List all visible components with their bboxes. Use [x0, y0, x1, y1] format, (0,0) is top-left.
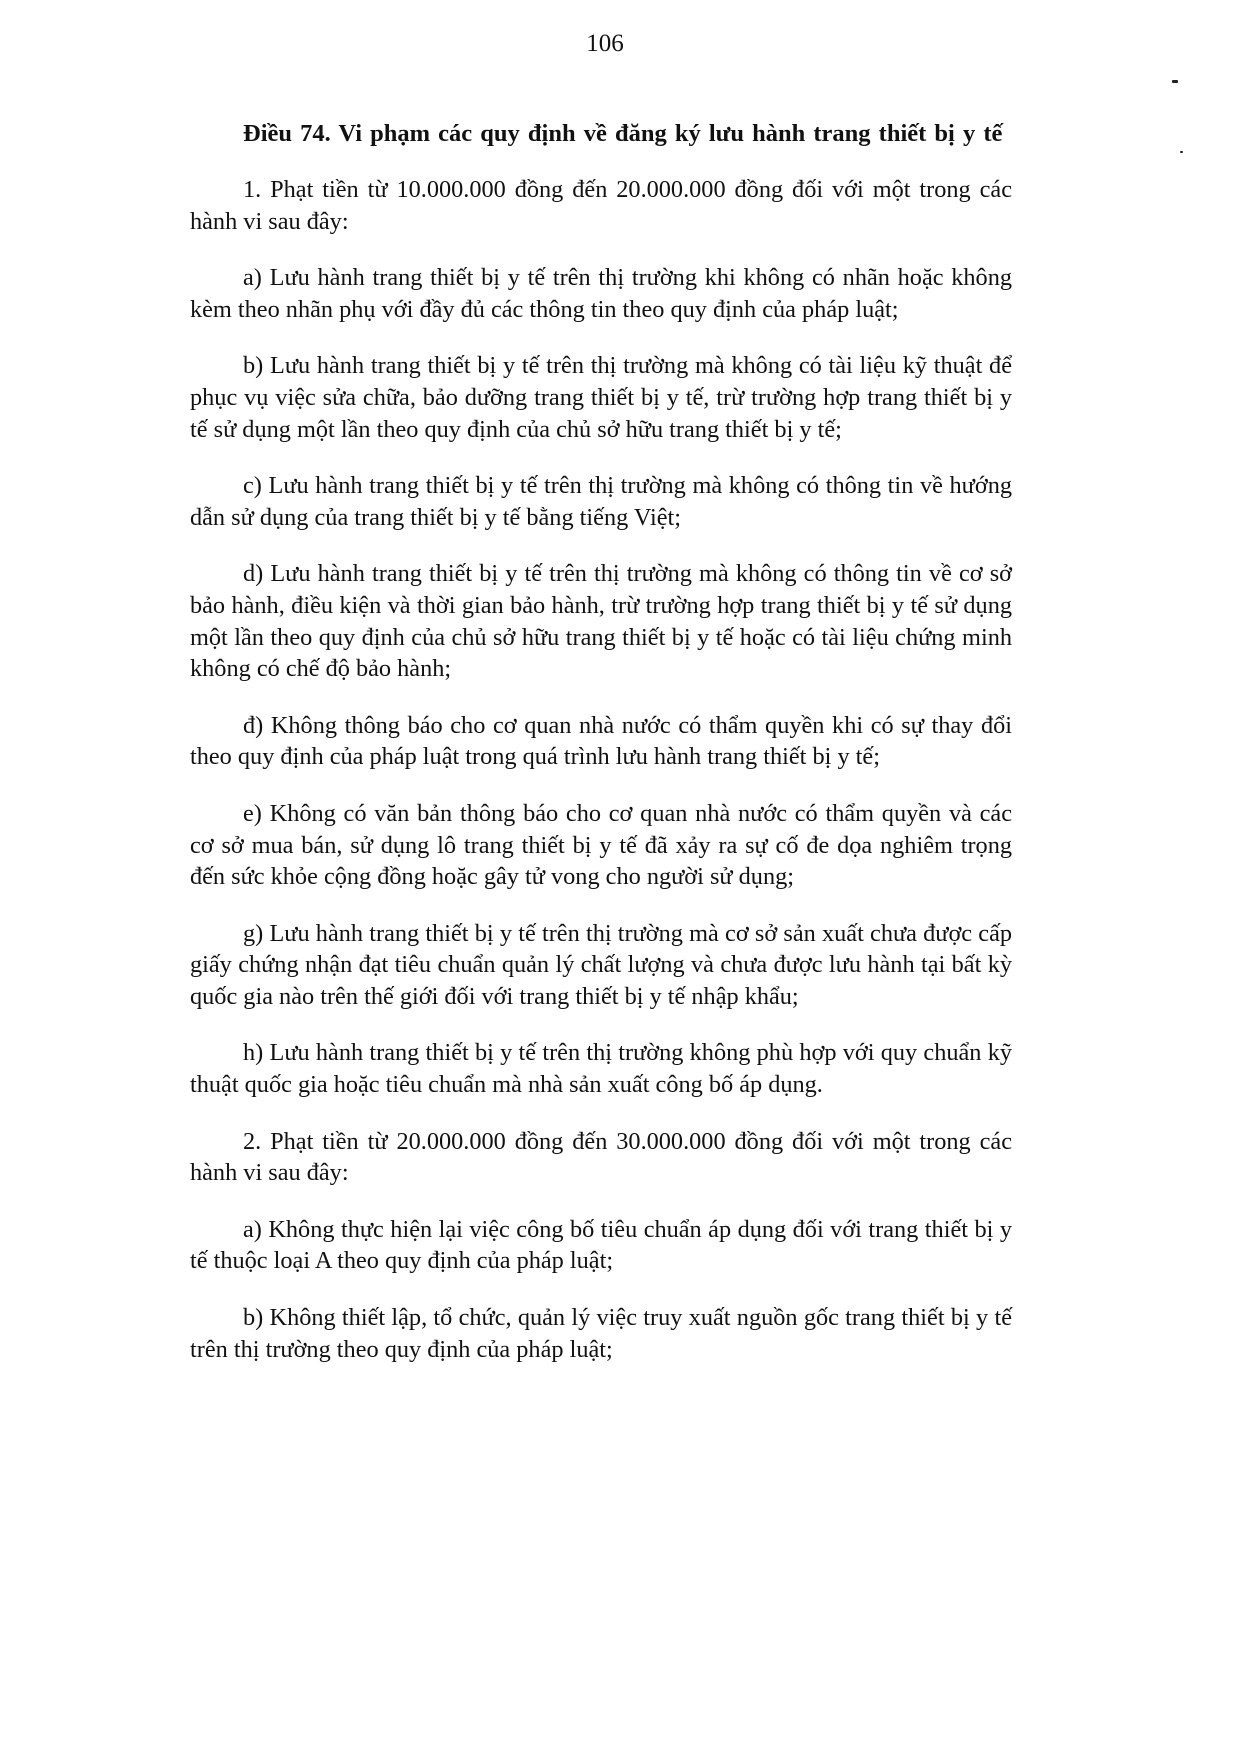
scan-speck [1172, 80, 1178, 83]
clause-1-point-d: d) Lưu hành trang thiết bị y tế trên thị trường mà không có thông tin về cơ sở bảo hành, điều kiện và thời gian bảo hành, trừ trường hợp trang thiết bị y tế sử dụng một lần theo quy định của chủ sở hữu trang thiết bị y tế hoặc có tài liệu chứng minh không có chế độ bảo hành; [190, 560, 1012, 683]
clause-2-point-b: b) Không thiết lập, tổ chức, quản lý việc truy xuất nguồn gốc trang thiết bị y tế trên thị trường theo quy định của pháp luật; [190, 1304, 1012, 1363]
document-body [190, 118, 1012, 1390]
clause-2: 2. Phạt tiền từ 20.000.000 đồng đến 30.000.000 đồng đối với một trong các hành vi sau đây: [190, 1127, 1012, 1187]
clause-2-point-a: a) Không thực hiện lại việc công bố tiêu chuẩn áp dụng đối với trang thiết bị y tế thuộc loại A theo quy định của pháp luật; [190, 1215, 1012, 1275]
clause-1-point-g: g) Lưu hành trang thiết bị y tế trên thị trường mà cơ sở sản xuất chưa được cấp giấy chứng nhận đạt tiêu chuẩn quản lý chất lượng và chưa được lưu hành tại bất kỳ quốc gia nào trên thế giới đối với trang thiết bị y tế nhập khẩu; [190, 919, 1012, 1010]
clause-1-point-e: e) Không có văn bản thông báo cho cơ quan nhà nước có thẩm quyền và các cơ sở mua bán, sử dụng lô trang thiết bị y tế đã xảy ra sự cố đe dọa nghiêm trọng đến sức khỏe cộng đồng hoặc gây tử vong cho người sử dụng; [190, 799, 1012, 891]
article-title: Điều 74. Vi phạm các quy định về đăng ký lưu hành trang thiết bị y tế [243, 120, 1003, 147]
page-number: 106 [586, 30, 624, 57]
clause-1-point-h: h) Lưu hành trang thiết bị y tế trên thị trường không phù hợp với quy chuẩn kỹ thuật quốc gia hoặc tiêu chuẩn mà nhà sản xuất công bố áp dụng. [190, 1039, 1012, 1099]
clause-1-point-b: b) Lưu hành trang thiết bị y tế trên thị trường mà không có tài liệu kỹ thuật để phục vụ việc sửa chữa, bảo dưỡng trang thiết bị y tế, trừ trường hợp trang thiết bị y tế sử dụng một lần theo quy định của chủ sở hữu trang thiết bị y tế; [190, 352, 1012, 443]
clause-1-point-c: c) Lưu hành trang thiết bị y tế trên thị trường mà không có thông tin về hướng dẫn sử dụng của trang thiết bị y tế bằng tiếng Việt; [190, 472, 1012, 531]
scan-speck [1180, 151, 1183, 153]
clause-1-point-a: a) Lưu hành trang thiết bị y tế trên thị trường khi không có nhãn hoặc không kèm theo nhãn phụ với đầy đủ các thông tin theo quy định của pháp luật; [190, 264, 1012, 323]
clause-1: 1. Phạt tiền từ 10.000.000 đồng đến 20.000.000 đồng đối với một trong các hành vi sau đây: [190, 176, 1012, 235]
clause-1-point-dd: đ) Không thông báo cho cơ quan nhà nước có thẩm quyền khi có sự thay đổi theo quy định của pháp luật trong quá trình lưu hành trang thiết bị y tế; [190, 711, 1012, 771]
